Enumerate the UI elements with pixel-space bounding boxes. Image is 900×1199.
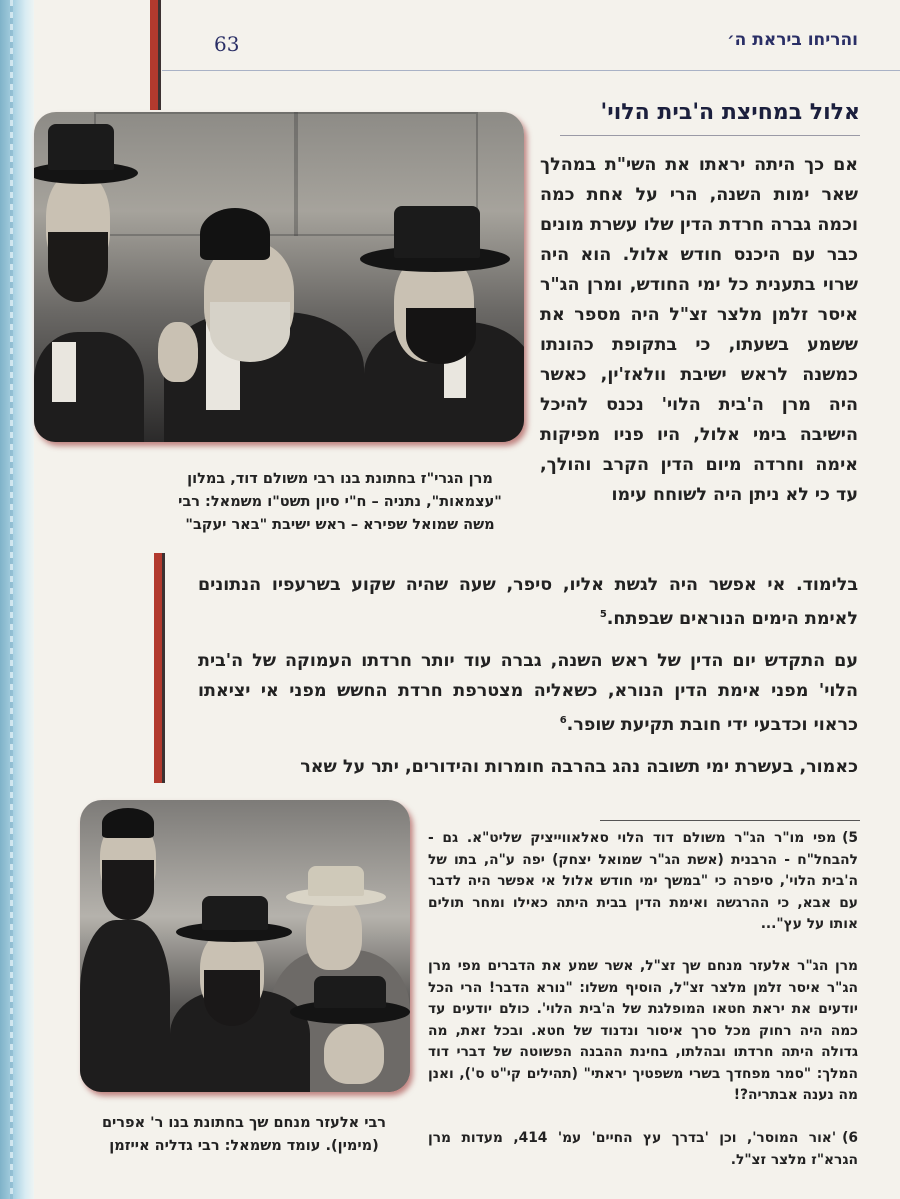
header-rule (162, 70, 900, 71)
footnote-marker-6: 6 (559, 715, 567, 726)
body-paragraph-1: אם כך היתה יראתו את השי"ת במהלך שאר ימות השנה, הרי על אחת כמה וכמה גברה חרדת הדין שלו עשרת מונים כבר עם היכנס חודש אלול. הוא היה שרוי בתענית כל ימי החודש, ומרן הג"ר איסר זלמן מלצר זצ"ל היה מספר את ששמע בשעתו, כי בתקופת כהונתו כמשנה לראש ישיבת וולאז'ין, כאשר היה מרן ה'בית הלוי' נכנס להיכל הישיבה בימי אלול, היו פניו מפיקות אימה וחרדה מיום הדין הקרב והולך, עד כי לא ניתן היה לשוחח עימו (540, 155, 858, 505)
vertical-rule-middle-dark (162, 553, 165, 783)
footnote-6-number: 6) (842, 1130, 858, 1146)
footnote-marker-5: 5 (599, 609, 607, 620)
body-paragraph-1-continued-text: בלימוד. אי אפשר היה לגשת אליו, סיפר, שעה שהיה שקוע בשרעפיו הנתונים לאימת הימים הנוראים שבפתח. (198, 575, 858, 629)
page-edge (0, 0, 34, 1199)
running-head: והריחו ביראת ה׳ (727, 30, 858, 50)
footnote-5-number: 5) (842, 830, 858, 846)
footnote-6 (428, 1128, 858, 1171)
page-number: 63 (214, 32, 240, 56)
vertical-rule-middle (154, 553, 162, 783)
footnote-rule (600, 820, 860, 821)
caption-top-photo: מרן הגרי"ז בחתונת בנו רבי משולם דוד, במלון "עצמאות", נתניה – ח"י סיון תשט"ו משמאל: רבי משה שמואל שפירא – ראש ישיבת "באר יעקב" (178, 471, 502, 533)
photo-wedding-bottom (80, 800, 410, 1092)
body-paragraph-2-text: עם התקדש יום הדין של ראש השנה, גברה עוד יותר חרדתו העמוקה של ה'בית הלוי' מפני אימת הדין הנורא, כשאליה מצטרפת חרדת החשש מפני אי יציאתו כראוי וכדבעי ידי חובת תקיעת שופר. (198, 651, 858, 735)
footnote-5-continued: מרן הג"ר אלעזר מנחם שך זצ"ל, אשר שמע את הדברים מפי מרן הג"ר איסר זלמן מלצר זצ"ל, הוסיף משלו: "נורא הדבר! הרי הכל יודעים את יראת חטאו המופלגת של ה'בית הלוי'. כולם יודעים עד כמה היה רחוק מכל סרך איסור ונדנוד של חטא. ובכל זאת, מה גדולה היתה חרדתו ובהלתו, בחינת ההבנה הפשוטה של דברי דוד המלך: "סמר מפחדך בשרי משפטיך יראתי" (תהילים קי"ט ס'), ואנן מה נענה אבתריה?! (428, 958, 858, 1103)
body-paragraph-1-continued (198, 570, 858, 634)
vertical-rule-top-dark (158, 0, 161, 110)
section-title-rule (560, 135, 860, 136)
footnote-5 (428, 828, 858, 936)
photo-wedding-top (34, 112, 524, 442)
section-title: אלול במחיצת ה'בית הלוי' (600, 100, 860, 125)
footnote-6-text: 'אור המוסר', וכן 'בדרך עץ החיים' עמ' 414, מעדות מרן הגרא"ז מלצר זצ"ל. (428, 1130, 858, 1168)
caption-bottom-photo: רבי אלעזר מנחם שך בחתונת בנו ר' אפרים (מימין). עומד משמאל: רבי גדליה אייזמן (101, 1115, 387, 1154)
body-paragraph-2 (198, 646, 858, 740)
vertical-rule-top (150, 0, 158, 110)
footnote-5-text: מפי מו"ר הג"ר משולם דוד הלוי סאלאווייציק שליט"א. גם - להבחל"ח - הרבנית (אשת הג"ר שמואל יצחק) יפה ע"ה, בתו של ה'בית הלוי', סיפרה כי "במשך ימי חודש אלול אי אפשר היה לדבר עם אבא, כי ההרגשה ואימת הדין בבית היתה כאילו ומחר תולים אותו על עץ"... (428, 830, 858, 932)
body-paragraph-3: כאמור, בעשרת ימי תשובה נהג בהרבה חומרות והידורים, יתר על שאר (300, 757, 858, 777)
